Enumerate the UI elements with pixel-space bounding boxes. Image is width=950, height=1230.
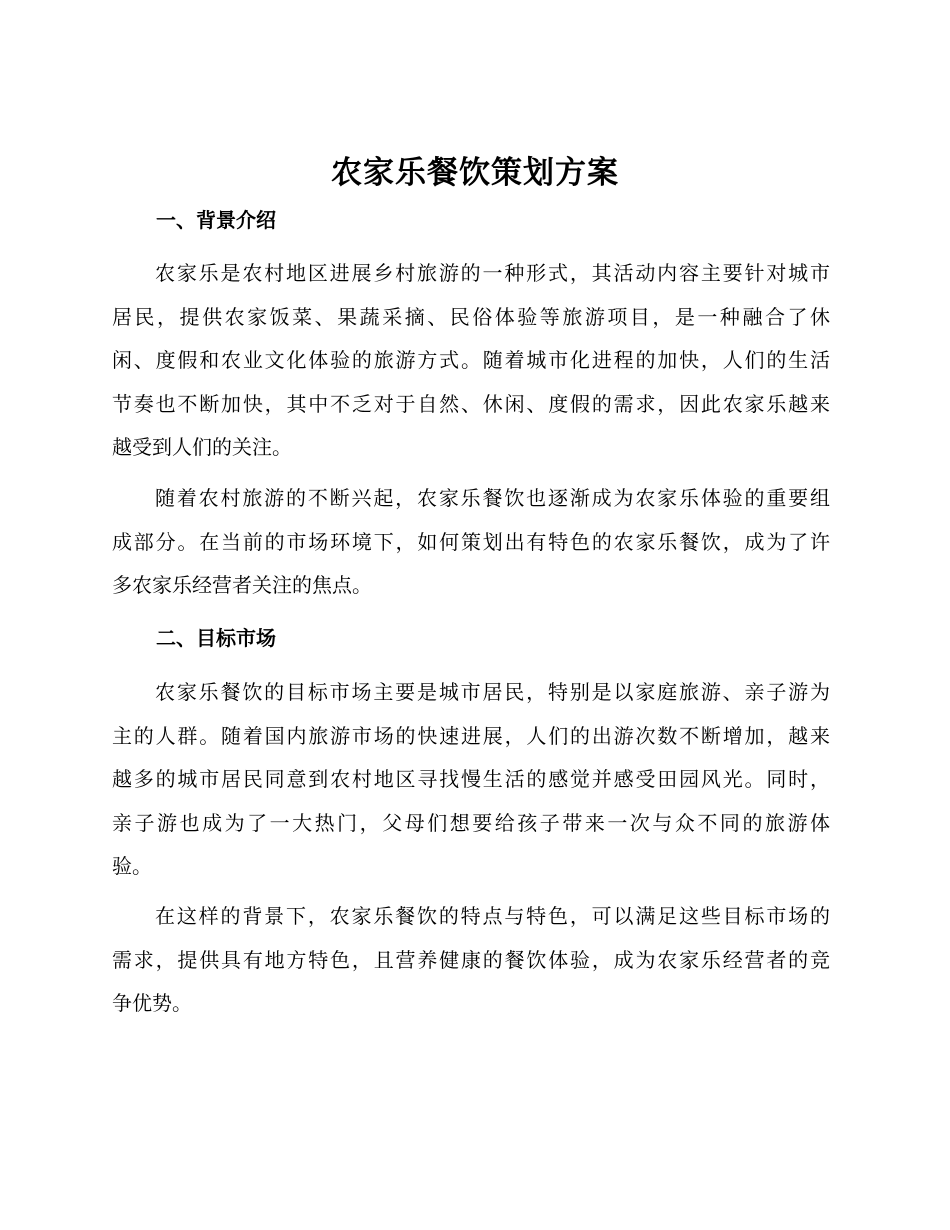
paragraph-line: 农家乐餐饮的目标市场主要是城市居民，特别是以家庭旅游、亲子游为: [155, 680, 830, 704]
paragraph-line: 在这样的背景下，农家乐餐饮的特点与特色，可以满足这些目标市场的: [155, 904, 830, 928]
paragraph-line: 越多的城市居民同意到农村地区寻找慢生活的感觉并感受田园风光。同时，: [112, 767, 830, 791]
paragraph-line: 验。: [112, 854, 152, 878]
paragraph-line: 闲、度假和农业文化体验的旅游方式。随着城市化进程的加快，人们的生活: [112, 348, 830, 372]
paragraph-target-market-1: [112, 678, 830, 881]
paragraph-line: 多农家乐经营者关注的焦点。: [112, 573, 372, 597]
section-heading-background: 一、背景介绍: [156, 208, 276, 232]
paragraph-line: 需求，提供具有地方特色，且营养健康的餐饮体验，成为农家乐经营者的竞: [112, 947, 830, 972]
paragraph-target-market-2: [112, 902, 830, 1018]
section-heading-target-market: 二、目标市场: [156, 626, 276, 650]
paragraph-line: 居民，提供农家饭菜、果蔬采摘、民俗体验等旅游项目，是一种融合了休: [112, 304, 830, 329]
paragraph-line: 随着农村旅游的不断兴起，农家乐餐饮也逐渐成为农家乐体验的重要组: [155, 486, 830, 510]
paragraph-background-1: [112, 259, 830, 462]
paragraph-line: 成部分。在当前的市场环境下，如何策划出有特色的农家乐餐饮，成为了许: [112, 529, 830, 554]
paragraph-line: 主的人群。随着国内旅游市场的快速进展，人们的出游次数不断增加，越来: [112, 723, 830, 748]
paragraph-background-2: [112, 484, 830, 600]
paragraph-line: 越受到人们的关注。: [112, 435, 292, 459]
paragraph-line: 节奏也不断加快，其中不乏对于自然、休闲、度假的需求，因此农家乐越来: [112, 391, 830, 416]
paragraph-line: 亲子游也成为了一大热门，父母们想要给孩子带来一次与众不同的旅游体: [112, 810, 830, 835]
paragraph-line: 争优势。: [112, 991, 192, 1015]
paragraph-line: 农家乐是农村地区进展乡村旅游的一种形式，其活动内容主要针对城市: [155, 261, 830, 285]
document-title: 农家乐餐饮策划方案: [331, 155, 619, 191]
